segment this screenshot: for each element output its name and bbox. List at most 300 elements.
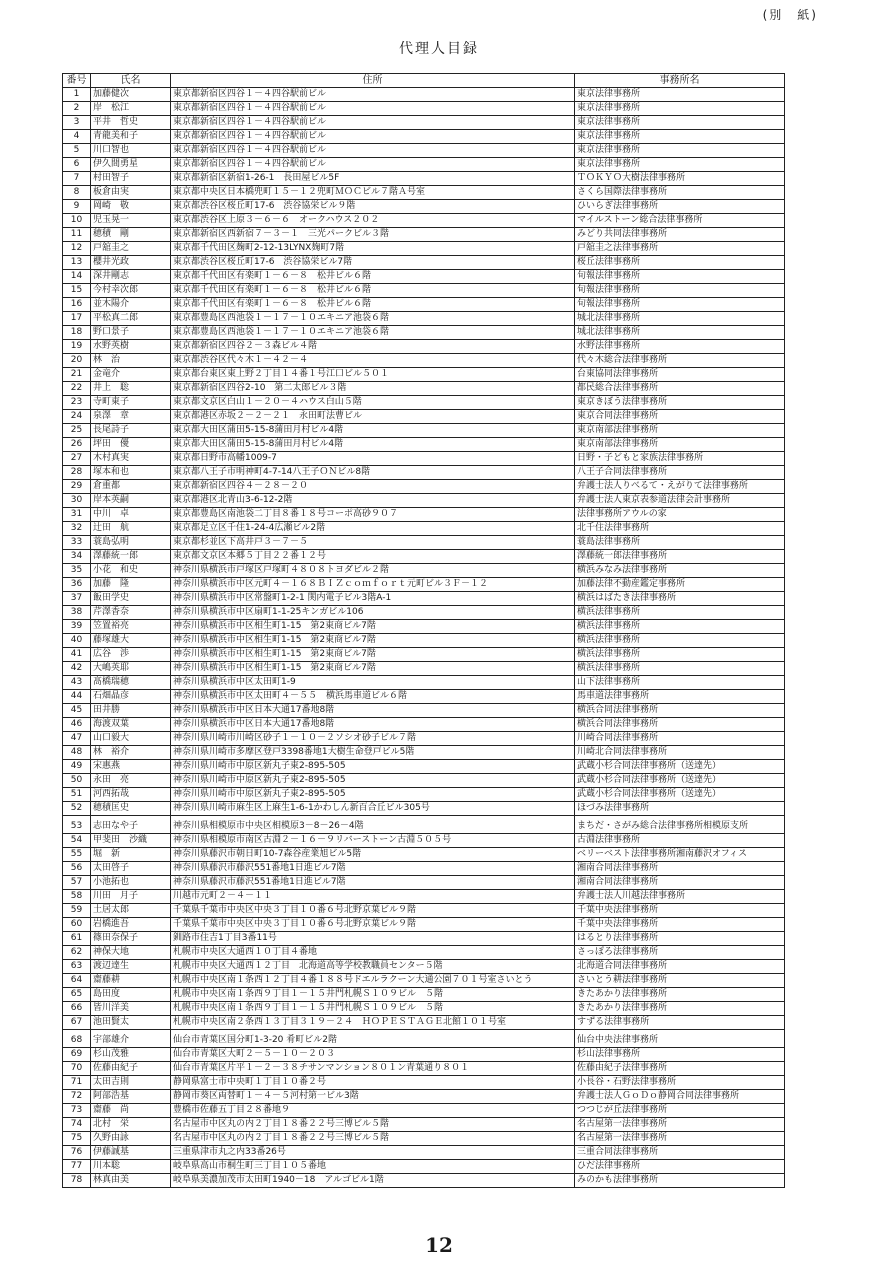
office-name: 湘南合同法律事務所 [575,876,785,890]
agent-name: 金竜介 [91,368,171,382]
agent-address: 札幌市中央区大通西１０丁目４番地 [171,946,575,960]
table-row [63,88,785,102]
table-row [63,1090,785,1104]
agent-address: 東京都千代田区有楽町１－６－８ 松井ビル６階 [171,270,575,284]
agent-address: 東京都新宿区四谷２－３森ビル４階 [171,340,575,354]
office-name: 弁護士法人ＧｏＤｏ静岡合同法律事務所 [575,1090,785,1104]
row-number: 26 [63,438,91,452]
agent-address: 静岡県富士市中央町１丁目１０番２号 [171,1076,575,1090]
office-name: マイルストーン総合法律事務所 [575,214,785,228]
agent-name: 山口毅大 [91,732,171,746]
table-row [63,1160,785,1174]
agent-address: 東京都新宿区四谷１－４四谷駅前ビル [171,130,575,144]
table-row [63,480,785,494]
agent-name: 岩橋進吾 [91,918,171,932]
agent-address: 神奈川県横浜市中区相生町1-15 第2東商ビル7階 [171,634,575,648]
agent-name: 岸 松江 [91,102,171,116]
agent-name: 戸舘圭之 [91,242,171,256]
row-number: 28 [63,466,91,480]
row-number: 2 [63,102,91,116]
agent-address: 東京都新宿区西新宿７－３－１ 三光パークビル３階 [171,228,575,242]
agent-name: 倉重都 [91,480,171,494]
office-name: 弁護士法人川越法律事務所 [575,890,785,904]
table-row [63,988,785,1002]
agent-name: 穂積 剛 [91,228,171,242]
agent-name: 皆川洋美 [91,1002,171,1016]
agent-name: 林 裕介 [91,746,171,760]
office-name: 東京南部法律事務所 [575,424,785,438]
row-number: 1 [63,88,91,102]
office-name: つつじが丘法律事務所 [575,1104,785,1118]
agent-address: 仙台市青葉区片平１－２－３８チサンマンション８０１ン青葉通り８０１ [171,1062,575,1076]
agent-name: 土居太郎 [91,904,171,918]
agent-name: 坪田 優 [91,438,171,452]
header-num: 番号 [63,74,91,88]
row-number: 46 [63,718,91,732]
agent-address: 東京都新宿区四谷１－４四谷駅前ビル [171,102,575,116]
table-row [63,578,785,592]
row-number: 66 [63,1002,91,1016]
table-row [63,144,785,158]
row-number: 20 [63,354,91,368]
annex-note: (別 紙) [762,8,818,22]
row-number: 74 [63,1118,91,1132]
agent-address: 東京都豊島区南池袋二丁目８番１８号コーポ高砂９０７ [171,508,575,522]
row-number: 14 [63,270,91,284]
row-number: 61 [63,932,91,946]
table-row [63,564,785,578]
agent-address: 東京都新宿区四谷１－４四谷駅前ビル [171,144,575,158]
agent-name: 久野由詠 [91,1132,171,1146]
table-row [63,452,785,466]
agent-address: 千葉県千葉市中央区中央３丁目１０番６号北野京葉ビル９階 [171,918,575,932]
row-number: 36 [63,578,91,592]
office-name: 東京法律事務所 [575,116,785,130]
office-name: 城北法律事務所 [575,326,785,340]
row-number: 3 [63,116,91,130]
row-number: 45 [63,704,91,718]
agent-address: 神奈川県川崎市中原区新丸子東2-895-505 [171,760,575,774]
office-name: 弁護士法人東京表参道法律会計事務所 [575,494,785,508]
row-number: 12 [63,242,91,256]
row-number: 75 [63,1132,91,1146]
office-name: ほづみ法律事務所 [575,802,785,816]
row-number: 48 [63,746,91,760]
office-name: 武蔵小杉合同法律事務所（送達先） [575,760,785,774]
table-row [63,536,785,550]
agent-name: 小花 和史 [91,564,171,578]
row-number: 32 [63,522,91,536]
agent-name: 広谷 渉 [91,648,171,662]
agent-name: 石畑晶彦 [91,690,171,704]
row-number: 69 [63,1048,91,1062]
agent-address: 東京都文京区本郷５丁目２２番１２号 [171,550,575,564]
agent-name: 阿部浩基 [91,1090,171,1104]
row-number: 72 [63,1090,91,1104]
agent-address: 札幌市中央区南１条西１２丁目４番１８８号ドエルラクーン大通公園７０１号室さいとう [171,974,575,988]
agent-address: 東京都港区赤坂２－２－２１ 永田町法曹ビル [171,410,575,424]
agent-name: 佐藤由紀子 [91,1062,171,1076]
row-number: 4 [63,130,91,144]
agent-name: 寺町東子 [91,396,171,410]
table-row [63,340,785,354]
agent-address: 神奈川県横浜市戸塚区戸塚町４８０８トヨダビル２階 [171,564,575,578]
table-row [63,774,785,788]
table-row [63,130,785,144]
row-number: 41 [63,648,91,662]
row-number: 21 [63,368,91,382]
agent-address: 東京都新宿区四谷2-10 第二太郎ビル３階 [171,382,575,396]
table-row [63,1030,785,1048]
agent-address: 札幌市中央区南１条西９丁目１－１５井門札幌Ｓ１０９ビル ５階 [171,988,575,1002]
agent-address: 東京都千代田区有楽町１－６－８ 松井ビル６階 [171,298,575,312]
office-name: 武蔵小杉合同法律事務所（送達先） [575,774,785,788]
agent-address: 名古屋市中区丸の内２丁目１８番２２号三博ビル５階 [171,1118,575,1132]
row-number: 39 [63,620,91,634]
agent-address: 神奈川県川崎市中原区新丸子東2-895-505 [171,774,575,788]
office-name: きたあかり法律事務所 [575,1002,785,1016]
row-number: 53 [63,816,91,834]
row-number: 19 [63,340,91,354]
row-number: 59 [63,904,91,918]
agent-list-table [62,73,785,1188]
table-row [63,946,785,960]
office-name: さいとう耕法律事務所 [575,974,785,988]
row-number: 70 [63,1062,91,1076]
row-number: 62 [63,946,91,960]
table-row [63,256,785,270]
agent-name: 加藤健次 [91,88,171,102]
row-number: 54 [63,834,91,848]
office-name: 北海道合同法律事務所 [575,960,785,974]
agent-address: 東京都豊島区西池袋１－１７－１０エキニア池袋６階 [171,312,575,326]
agent-name: 大嶋英耶 [91,662,171,676]
office-name: 横浜合同法律事務所 [575,718,785,732]
office-name: 城北法律事務所 [575,312,785,326]
office-name: 名古屋第一法律事務所 [575,1118,785,1132]
table-row [63,1174,785,1188]
agent-name: 島田度 [91,988,171,1002]
row-number: 27 [63,452,91,466]
row-number: 24 [63,410,91,424]
document-title: 代理人目録 [399,41,479,57]
row-number: 65 [63,988,91,1002]
row-number: 50 [63,774,91,788]
agent-address: 仙台市青葉区国分町1-3-20 肴町ビル2階 [171,1030,575,1048]
table-row [63,1146,785,1160]
agent-address: 神奈川県横浜市中区日本大通17番地8階 [171,704,575,718]
office-name: 東京法律事務所 [575,144,785,158]
agent-name: 伊久間勇星 [91,158,171,172]
agent-address: 千葉県千葉市中央区中央３丁目１０番６号北野京葉ビル９階 [171,904,575,918]
agent-address: 仙台市青葉区大町２－５－１０－２０３ [171,1048,575,1062]
agent-address: 東京都新宿区四谷１－４四谷駅前ビル [171,88,575,102]
agent-name: 笠置裕亮 [91,620,171,634]
office-name: 杉山法律事務所 [575,1048,785,1062]
office-name: 桜丘法律事務所 [575,256,785,270]
row-number: 31 [63,508,91,522]
office-name: 横浜法律事務所 [575,662,785,676]
agent-address: 神奈川県川崎市中原区新丸子東2-895-505 [171,788,575,802]
agent-name: 河西拓哉 [91,788,171,802]
agent-address: 東京都大田区蒲田5-15-8蒲田月村ビル4階 [171,424,575,438]
header-office: 事務所名 [575,74,785,88]
agent-name: 岸本英嗣 [91,494,171,508]
office-name: 弁護士法人りべるて・えがりて法律事務所 [575,480,785,494]
office-name: 澤藤統一郎法律事務所 [575,550,785,564]
table-row [63,788,785,802]
office-name: 日野・子どもと家族法律事務所 [575,452,785,466]
agent-address: 神奈川県藤沢市朝日町10-7森谷産業旭ビル5階 [171,848,575,862]
table-row [63,960,785,974]
table-row [63,312,785,326]
agent-name: 泉澤 章 [91,410,171,424]
office-name: 法律事務所アウルの家 [575,508,785,522]
office-name: さくら国際法律事務所 [575,186,785,200]
agent-name: 水野英樹 [91,340,171,354]
table-row [63,116,785,130]
table-row [63,1076,785,1090]
agent-name: 渡辺達生 [91,960,171,974]
office-name: 旬報法律事務所 [575,284,785,298]
agent-address: 神奈川県藤沢市藤沢551番地1日進ビル7階 [171,862,575,876]
agent-name: 並木陽介 [91,298,171,312]
table-row [63,186,785,200]
table-row [63,1132,785,1146]
agent-name: 木村真実 [91,452,171,466]
table-row [63,368,785,382]
row-number: 38 [63,606,91,620]
table-row [63,550,785,564]
agent-name: 永田 亮 [91,774,171,788]
table-row [63,592,785,606]
row-number: 51 [63,788,91,802]
agent-address: 東京都新宿区四谷１－４四谷駅前ビル [171,158,575,172]
agent-address: 神奈川県横浜市中区元町４－１６８ＢＩＺｃｏｍｆｏｒｔ元町ビル３Ｆ－１２ [171,578,575,592]
office-name: はるとり法律事務所 [575,932,785,946]
office-name: 湘南合同法律事務所 [575,862,785,876]
agent-name: 林真由美 [91,1174,171,1188]
row-number: 64 [63,974,91,988]
agent-address: 東京都新宿区新宿1-26-1 長田屋ビル5F [171,172,575,186]
row-number: 5 [63,144,91,158]
office-name: 古淵法律事務所 [575,834,785,848]
office-name: ＴＯＫＹＯ大樹法律事務所 [575,172,785,186]
row-number: 73 [63,1104,91,1118]
row-number: 60 [63,918,91,932]
office-name: きたあかり法律事務所 [575,988,785,1002]
agent-address: 神奈川県川崎市多摩区登戸3398番地1大樹生命登戸ビル5階 [171,746,575,760]
agent-address: 神奈川県横浜市中区扇町1-1-25キンガビル106 [171,606,575,620]
office-name: まちだ・さがみ総合法律事務所相模原支所 [575,816,785,834]
agent-address: 東京都大田区蒲田5-15-8蒲田月村ビル4階 [171,438,575,452]
row-number: 23 [63,396,91,410]
agent-name: 篠田奈保子 [91,932,171,946]
row-number: 55 [63,848,91,862]
agent-name: 野口景子 [91,326,171,340]
office-name: 東京南部法律事務所 [575,438,785,452]
agent-address: 神奈川県相模原市中央区相模原3－8－26－4階 [171,816,575,834]
row-number: 10 [63,214,91,228]
office-name: 横浜法律事務所 [575,648,785,662]
agent-name: 深井剛志 [91,270,171,284]
row-number: 29 [63,480,91,494]
header-address: 住所 [171,74,575,88]
row-number: 68 [63,1030,91,1048]
agent-name: 志田なや子 [91,816,171,834]
row-number: 34 [63,550,91,564]
table-row [63,1062,785,1076]
agent-address: 札幌市中央区南１条西９丁目１－１５井門札幌Ｓ１０９ビル ５階 [171,1002,575,1016]
table-row [63,718,785,732]
office-name: 東京法律事務所 [575,102,785,116]
office-name: 横浜法律事務所 [575,634,785,648]
table-row [63,298,785,312]
table-row [63,904,785,918]
row-number: 40 [63,634,91,648]
table-row [63,932,785,946]
agent-name: 加藤 隆 [91,578,171,592]
row-number: 6 [63,158,91,172]
office-name: さっぽろ法律事務所 [575,946,785,960]
table-row [63,876,785,890]
table-row [63,172,785,186]
table-row [63,1118,785,1132]
agent-address: 静岡市葵区両替町１－４－５河村第一ビル3階 [171,1090,575,1104]
office-name: 横浜法律事務所 [575,606,785,620]
table-row [63,466,785,480]
agent-address: 東京都足立区千住1-24-4広瀬ビル2階 [171,522,575,536]
office-name: 佐藤由紀子法律事務所 [575,1062,785,1076]
agent-address: 東京都渋谷区桜丘町17-6 渋谷協栄ビル９階 [171,200,575,214]
table-row [63,382,785,396]
agent-address: 東京都新宿区四谷１－４四谷駅前ビル [171,116,575,130]
office-name: 東京きぼう法律事務所 [575,396,785,410]
office-name: 東京合同法律事務所 [575,410,785,424]
agent-name: 藤塚雄大 [91,634,171,648]
office-name: 横浜みなみ法律事務所 [575,564,785,578]
table-row [63,396,785,410]
row-number: 76 [63,1146,91,1160]
table-row [63,508,785,522]
row-number: 9 [63,200,91,214]
row-number: 17 [63,312,91,326]
row-number: 49 [63,760,91,774]
table-row [63,848,785,862]
office-name: 戸舘圭之法律事務所 [575,242,785,256]
agent-name: 井上 聡 [91,382,171,396]
table-row [63,746,785,760]
row-number: 78 [63,1174,91,1188]
agent-name: 村田智子 [91,172,171,186]
row-number: 35 [63,564,91,578]
office-name: ひだ法律事務所 [575,1160,785,1174]
row-number: 11 [63,228,91,242]
table-row [63,270,785,284]
agent-name: 杉山茂雅 [91,1048,171,1062]
office-name: 横浜はばたき法律事務所 [575,592,785,606]
row-number: 44 [63,690,91,704]
agent-address: 神奈川県川崎市川崎区砂子１－１０－２ソシオ砂子ビル７階 [171,732,575,746]
table-row [63,522,785,536]
table-row [63,424,785,438]
row-number: 16 [63,298,91,312]
table-row [63,284,785,298]
office-name: 旬報法律事務所 [575,298,785,312]
agent-name: 中川 卓 [91,508,171,522]
header-name: 氏名 [91,74,171,88]
row-number: 37 [63,592,91,606]
table-row [63,690,785,704]
agent-address: 札幌市中央区大通西１２丁目 北海道高等学校教職員センター５階 [171,960,575,974]
agent-address: 東京都新宿区四谷４－２８－２０ [171,480,575,494]
table-row [63,662,785,676]
table-row [63,1016,785,1030]
agent-address: 名古屋市中区丸の内２丁目１８番２２号三博ビル５階 [171,1132,575,1146]
page-number: 12 [425,1233,453,1257]
office-name: 旬報法律事務所 [575,270,785,284]
table-row [63,102,785,116]
agent-name: 齋藤耕 [91,974,171,988]
agent-address: 神奈川県川崎市麻生区上麻生1-6-1かわしん新百合丘ビル305号 [171,802,575,816]
agent-name: 小池拓也 [91,876,171,890]
office-name: ひいらぎ法律事務所 [575,200,785,214]
table-row [63,410,785,424]
agent-address: 東京都豊島区西池袋１－１７－１０エキニア池袋６階 [171,326,575,340]
agent-name: 田井勝 [91,704,171,718]
office-name: 都民総合法律事務所 [575,382,785,396]
agent-name: 林 治 [91,354,171,368]
agent-name: 海渡双葉 [91,718,171,732]
row-number: 30 [63,494,91,508]
office-name: みどり共同法律事務所 [575,228,785,242]
agent-address: 神奈川県横浜市中区相生町1-15 第2東商ビル7階 [171,662,575,676]
agent-name: 児玉晃一 [91,214,171,228]
office-name: 北千住法律事務所 [575,522,785,536]
table-row [63,228,785,242]
agent-name: 芹澤香奈 [91,606,171,620]
row-number: 47 [63,732,91,746]
table-row [63,918,785,932]
table-row [63,676,785,690]
row-number: 56 [63,862,91,876]
agent-address: 東京都日野市高幡1009-7 [171,452,575,466]
agent-address: 東京都千代田区有楽町１－６－８ 松井ビル６階 [171,284,575,298]
office-name: 台東協同法律事務所 [575,368,785,382]
row-number: 25 [63,424,91,438]
agent-name: 北村 栄 [91,1118,171,1132]
agent-name: 塚本和也 [91,466,171,480]
table-row [63,816,785,834]
row-number: 33 [63,536,91,550]
table-row [63,242,785,256]
table-row [63,890,785,904]
office-name: 仙台中央法律事務所 [575,1030,785,1048]
table-row [63,834,785,848]
agent-address: 神奈川県横浜市中区太田町1-9 [171,676,575,690]
row-number: 7 [63,172,91,186]
agent-name: 辻田 航 [91,522,171,536]
office-name: 馬車道法律事務所 [575,690,785,704]
agent-address: 東京都八王子市明神町4-7-14八王子ＯＮビル8階 [171,466,575,480]
office-name: 蓑島法律事務所 [575,536,785,550]
office-name: 武蔵小杉合同法律事務所（送達先） [575,788,785,802]
agent-name: 飯田学史 [91,592,171,606]
row-number: 42 [63,662,91,676]
office-name: 代々木総合法律事務所 [575,354,785,368]
row-number: 22 [63,382,91,396]
agent-address: 東京都渋谷区上原３－６－６ オークハウス２０２ [171,214,575,228]
